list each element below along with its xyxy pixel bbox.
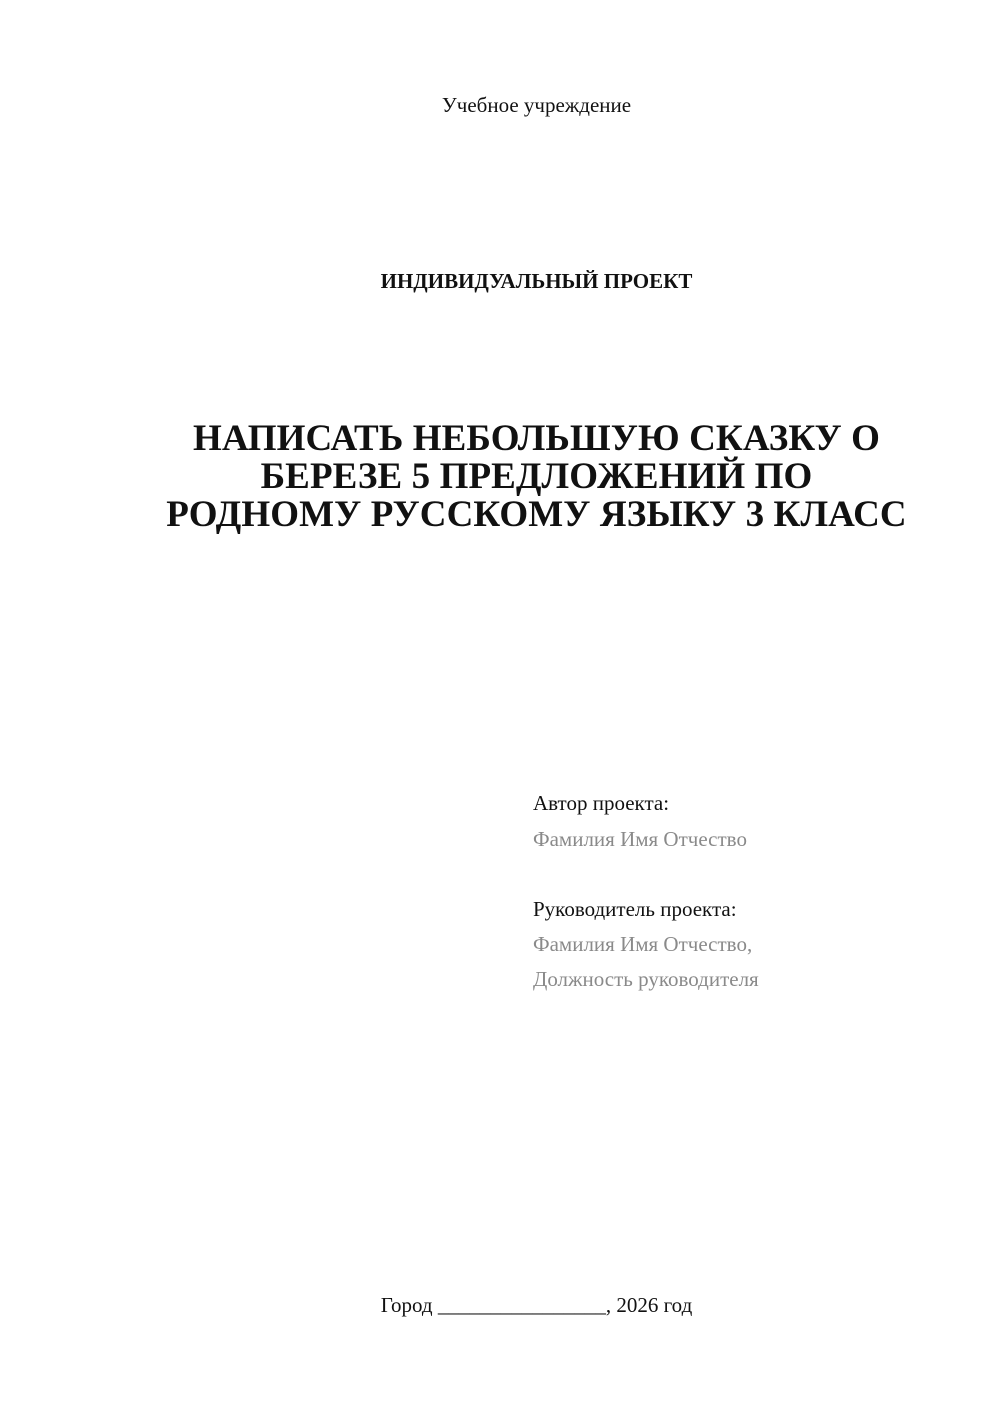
document-type: ИНДИВИДУАЛЬНЫЙ ПРОЕКТ [380,269,693,293]
city-year-line: Город ________________, 2026 год [380,1293,693,1317]
supervisor-label: Руководитель проекта: [533,897,737,921]
institution-name: Учебное учреждение [441,93,632,117]
supervisor-position-placeholder: Должность руководителя [533,967,759,991]
author-label: Автор проекта: [533,791,670,815]
supervisor-name-placeholder: Фамилия Имя Отчество, [533,932,753,956]
project-title-line-2: БЕРЕЗЕ 5 ПРЕДЛОЖЕНИЙ ПО [260,456,813,497]
project-title-line-1: НАПИСАТЬ НЕБОЛЬШУЮ СКАЗКУ О [192,418,881,459]
author-name-placeholder: Фамилия Имя Отчество [533,827,747,851]
project-title-line-3: РОДНОМУ РУССКОМУ ЯЗЫКУ 3 КЛАСС [166,494,907,535]
project-title [0,420,1000,534]
